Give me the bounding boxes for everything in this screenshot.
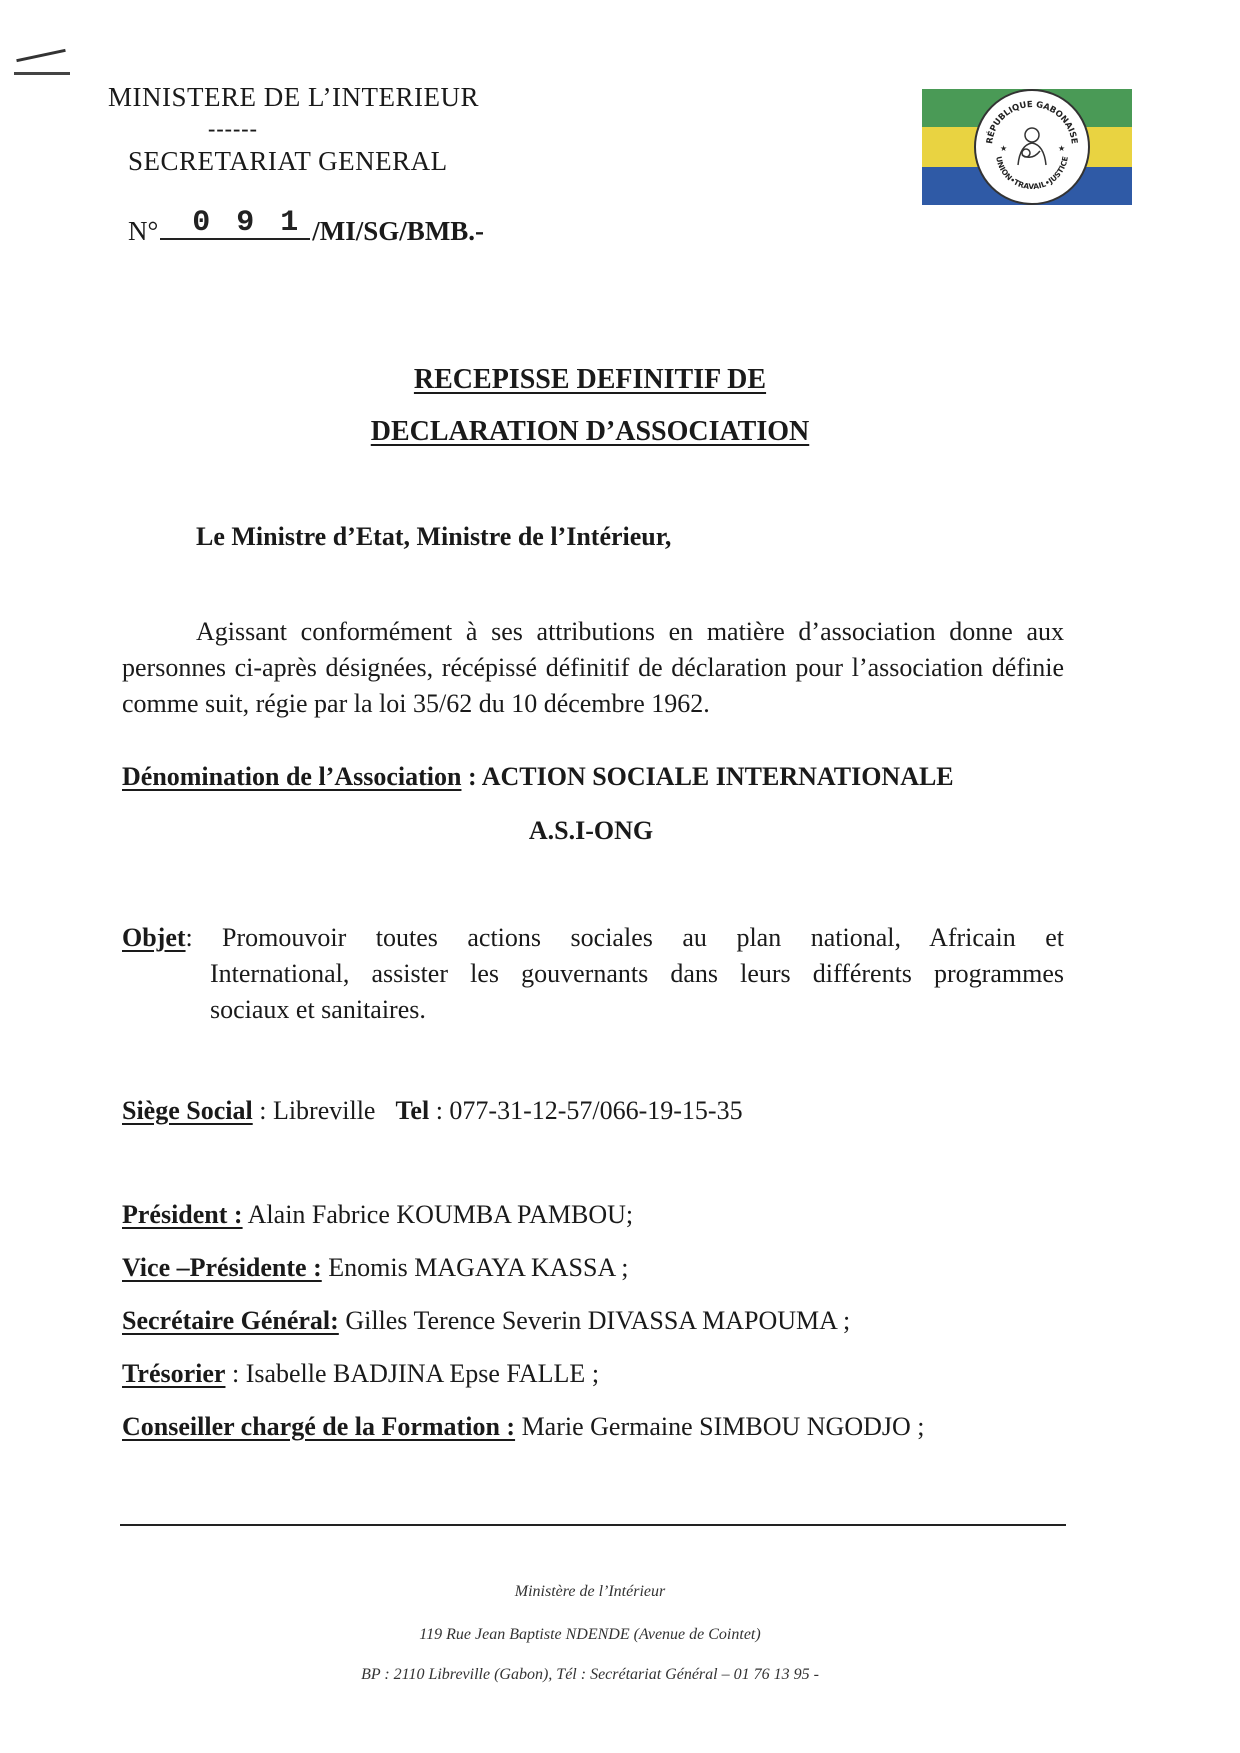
footer-contact: BP : 2110 Libreville (Gabon), Tél : Secrétariat Général – 01 76 13 95 - — [361, 1666, 819, 1683]
pen-mark — [14, 72, 70, 75]
secretariat-name: SECRETARIAT GENERAL — [128, 146, 448, 176]
denomination-label: Dénomination de l’Association — [122, 762, 462, 791]
gabon-flag-emblem — [922, 89, 1132, 205]
footer-ministry: Ministère de l’Intérieur — [514, 1583, 666, 1600]
bureau-member: Président : Alain Fabrice KOUMBA PAMBOU; — [122, 1200, 634, 1229]
seal-bottom-text: UNION•TRAVAIL•JUSTICE — [994, 155, 1070, 192]
svg-text:★: ★ — [1000, 144, 1008, 153]
bureau-member: Conseiller chargé de la Formation : Marie Germaine SIMBOU NGODJO ; — [122, 1412, 925, 1441]
bureau-member: Secrétaire Général: Gilles Terence Severin DIVASSA MAPOUMA ; — [122, 1306, 851, 1335]
association-object: Objet: Promouvoir toutes actions sociales au plan national, Africain et International, assister les gouvernants dans leurs différents programmes sociaux et sanitaires. — [122, 920, 1064, 956]
number-prefix: N° — [128, 216, 159, 246]
seal-top-text: RÉPUBLIQUE GABONAISE — [985, 99, 1079, 145]
association-acronym: A.S.I-ONG — [528, 816, 654, 845]
svg-text:★: ★ — [1058, 144, 1066, 153]
objet-text: Promouvoir toutes actions sociales au plan national, Africain et International, assister les gouvernants dans leurs différents programmes sociaux et sanitaires. — [210, 923, 1064, 1024]
document-title-line2: DECLARATION D’ASSOCIATION — [370, 416, 810, 447]
svg-text:UNION•TRAVAIL•JUSTICE — [994, 156, 1070, 192]
svg-text:RÉPUBLIQUE GABONAISE — [984, 100, 1079, 145]
bureau-member: Vice –Présidente : Enomis MAGAYA KASSA ; — [122, 1253, 629, 1282]
reference-number — [128, 206, 485, 247]
header-divider: ------ — [208, 116, 258, 141]
siege-city: Libreville — [272, 1096, 376, 1125]
ministry-name: MINISTERE DE L’INTERIEUR — [108, 82, 479, 112]
number-blank — [160, 206, 310, 240]
association-denomination: Dénomination de l’Association : ACTION SOCIALE INTERNATIONALE — [122, 762, 954, 791]
main-paragraph: Agissant conformément à ses attributions en matière d’association donne aux personnes ci-après désignées, récépissé définitif de déclaration pour l’association définie comme suit, régie par la loi 35/62 du 10 décembre 1962. — [122, 617, 1064, 718]
head-office: Siège Social : Libreville Tel : 077-31-12-57/066-19-15-35 — [122, 1096, 743, 1125]
minister-heading: Le Ministre d’Etat, Ministre de l’Intérieur, — [196, 522, 672, 551]
objet-label: Objet — [122, 923, 186, 952]
number-suffix: /MI/SG/BMB.- — [312, 216, 485, 246]
siege-label: Siège Social — [122, 1096, 253, 1125]
bureau-member: Trésorier : Isabelle BADJINA Epse FALLE ; — [122, 1359, 600, 1388]
handwritten-number: 0 9 1 — [192, 206, 303, 240]
document-title-line1: RECEPISSE DEFINITIF DE — [413, 364, 767, 395]
denomination-value: ACTION SOCIALE INTERNATIONALE — [481, 762, 954, 791]
pen-mark — [16, 49, 66, 62]
tel-label: Tel — [395, 1096, 430, 1125]
republic-seal — [974, 89, 1090, 205]
tel-value: : 077-31-12-57/066-19-15-35 — [429, 1096, 743, 1125]
footer-address: 119 Rue Jean Baptiste NDENDE (Avenue de Cointet) — [419, 1626, 761, 1643]
footer-divider — [120, 1524, 1066, 1526]
